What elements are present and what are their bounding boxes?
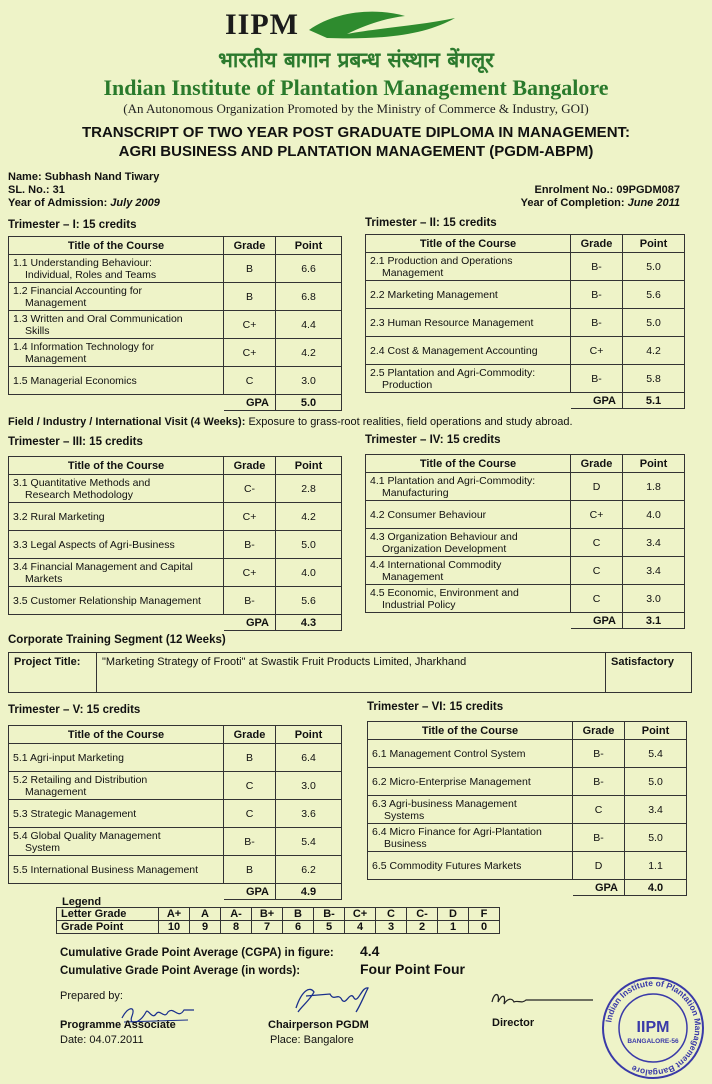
course-grade: B-	[224, 531, 276, 559]
legend-point: 1	[438, 921, 469, 934]
col-header-title: Title of the Course	[9, 237, 224, 255]
course-row	[366, 585, 685, 613]
course-row	[9, 587, 342, 615]
course-point: 3.6	[276, 800, 342, 828]
director-label: Director	[492, 1017, 535, 1029]
course-title: 5.5 International Business Management	[9, 856, 224, 884]
year-of-completion: Year of Completion: June 2011	[520, 197, 680, 209]
course-grade: C	[573, 796, 625, 824]
course-point: 6.8	[276, 283, 342, 311]
course-row	[366, 557, 685, 585]
legend-letter: C-	[407, 908, 438, 921]
trimester-6-table	[367, 721, 687, 896]
gpa-value: 3.1	[623, 613, 685, 629]
course-grade: B	[224, 856, 276, 884]
course-point: 5.6	[623, 281, 685, 309]
course-grade: B	[224, 744, 276, 772]
institute-name: Indian Institute of Plantation Management Bangalore	[103, 75, 609, 100]
course-row	[9, 503, 342, 531]
field-visit-line: Field / Industry / International Visit (4 Weeks): Exposure to grass-root realities, field operations and study abroad.	[8, 416, 573, 428]
course-row	[9, 283, 342, 311]
course-point: 3.4	[623, 557, 685, 585]
course-title: 3.5 Customer Relationship Management	[9, 587, 224, 615]
course-grade: B-	[224, 587, 276, 615]
course-grade: B-	[571, 309, 623, 337]
legend-title: Legend	[62, 896, 102, 908]
col-header-point: Point	[623, 235, 685, 253]
course-title: 2.5 Plantation and Agri-Commodity: Production	[366, 365, 571, 393]
legend-letter: F	[469, 908, 500, 921]
student-sl-no: SL. No.: 31	[8, 184, 65, 196]
course-title: 5.1 Agri-input Marketing	[9, 744, 224, 772]
course-row	[9, 828, 342, 856]
course-point: 5.0	[276, 531, 342, 559]
trimester-3-heading: Trimester – III: 15 credits	[8, 436, 143, 448]
course-point: 4.2	[276, 503, 342, 531]
trimester-1-table	[8, 236, 342, 411]
course-grade: C+	[571, 337, 623, 365]
gpa-label: GPA	[224, 884, 276, 900]
gpa-label: GPA	[571, 613, 623, 629]
gpa-value: 5.0	[276, 395, 342, 411]
course-title: 2.1 Production and Operations Management	[366, 253, 571, 281]
course-point: 5.0	[623, 253, 685, 281]
course-grade: D	[571, 473, 623, 501]
course-title: 4.2 Consumer Behaviour	[366, 501, 571, 529]
chairperson-label: Chairperson PGDM	[268, 1019, 369, 1031]
course-title: 1.1 Understanding Behaviour: Individual, Roles and Teams	[9, 255, 224, 283]
legend-letter: C	[376, 908, 407, 921]
course-grade: C+	[224, 339, 276, 367]
course-title: 1.5 Managerial Economics	[9, 367, 224, 395]
place-label: Place: Bangalore	[270, 1034, 354, 1046]
course-row	[366, 473, 685, 501]
legend-point: 4	[345, 921, 376, 934]
course-title: 5.2 Retailing and Distribution Management	[9, 772, 224, 800]
enrolment-no: Enrolment No.: 09PGDM087	[534, 184, 680, 196]
signature-director	[488, 990, 598, 1012]
course-point: 3.4	[623, 529, 685, 557]
trimester-4-table	[365, 454, 685, 629]
col-header-point: Point	[276, 237, 342, 255]
course-point: 5.0	[625, 768, 687, 796]
gpa-label: GPA	[224, 395, 276, 411]
course-grade: C	[224, 367, 276, 395]
institute-seal-stamp	[598, 975, 708, 1081]
trimester-6-heading: Trimester – VI: 15 credits	[367, 701, 504, 713]
course-grade: B-	[573, 768, 625, 796]
course-row	[368, 824, 687, 852]
project-result: Satisfactory	[606, 653, 692, 693]
course-row	[9, 255, 342, 283]
gpa-value: 4.0	[625, 880, 687, 896]
legend-letter: A+	[159, 908, 190, 921]
course-point: 4.0	[276, 559, 342, 587]
course-point: 5.4	[625, 740, 687, 768]
col-header-title: Title of the Course	[366, 455, 571, 473]
course-point: 1.1	[625, 852, 687, 880]
course-grade: C	[224, 772, 276, 800]
course-grade: C	[224, 800, 276, 828]
course-row	[9, 744, 342, 772]
col-header-grade: Grade	[224, 457, 276, 475]
course-point: 2.8	[276, 475, 342, 503]
signature-chairperson	[290, 982, 380, 1016]
course-title: 3.4 Financial Management and Capital Markets	[9, 559, 224, 587]
legend-point: 6	[283, 921, 314, 934]
legend-letter: D	[438, 908, 469, 921]
col-header-title: Title of the Course	[368, 722, 573, 740]
course-grade: B-	[573, 824, 625, 852]
course-grade: B-	[571, 281, 623, 309]
course-row	[9, 856, 342, 884]
year-of-admission: Year of Admission: July 2009	[8, 197, 160, 209]
course-title: 1.2 Financial Accounting for Management	[9, 283, 224, 311]
course-grade: C+	[571, 501, 623, 529]
cgpa-words-value: Four Point Four	[360, 961, 465, 977]
transcript-title-line1: TRANSCRIPT OF TWO YEAR POST GRADUATE DIPLOMA IN MANAGEMENT:	[81, 124, 631, 141]
legend-letter: A-	[221, 908, 252, 921]
course-title: 2.2 Marketing Management	[366, 281, 571, 309]
prepared-by-label: Prepared by:	[60, 990, 123, 1002]
course-title: 6.4 Micro Finance for Agri-Plantation Business	[368, 824, 573, 852]
course-grade: C-	[224, 475, 276, 503]
course-point: 1.8	[623, 473, 685, 501]
course-title: 6.1 Management Control System	[368, 740, 573, 768]
col-header-grade: Grade	[224, 726, 276, 744]
course-point: 6.6	[276, 255, 342, 283]
trimester-4-heading: Trimester – IV: 15 credits	[365, 434, 501, 446]
course-title: 6.3 Agri-business Management Systems	[368, 796, 573, 824]
legend-point: 3	[376, 921, 407, 934]
svg-text:IIPM: IIPM	[636, 1019, 670, 1036]
course-row	[366, 253, 685, 281]
gpa-value: 4.3	[276, 615, 342, 631]
project-table	[8, 652, 692, 693]
legend-letter: B+	[252, 908, 283, 921]
legend-point: 9	[190, 921, 221, 934]
course-grade: C+	[224, 311, 276, 339]
course-point: 4.0	[623, 501, 685, 529]
col-header-point: Point	[625, 722, 687, 740]
course-point: 5.0	[623, 309, 685, 337]
gpa-label: GPA	[573, 880, 625, 896]
programme-associate-label: Programme Associate	[60, 1019, 176, 1031]
col-header-title: Title of the Course	[9, 726, 224, 744]
corporate-training-heading: Corporate Training Segment (12 Weeks)	[8, 634, 226, 646]
leaf-swoosh-icon	[307, 8, 457, 44]
gpa-value: 5.1	[623, 393, 685, 409]
course-row	[9, 367, 342, 395]
autonomous-line: (An Autonomous Organization Promoted by the Ministry of Commerce & Industry, GOI)	[123, 101, 589, 116]
course-point: 5.6	[276, 587, 342, 615]
course-title: 1.3 Written and Oral Communication Skills	[9, 311, 224, 339]
course-point: 5.0	[625, 824, 687, 852]
course-row	[9, 311, 342, 339]
col-header-point: Point	[276, 726, 342, 744]
grade-legend-table	[56, 907, 500, 934]
transcript-title-line2: AGRI BUSINESS AND PLANTATION MANAGEMENT (PGDM-ABPM)	[118, 143, 594, 160]
course-grade: B-	[571, 365, 623, 393]
course-point: 5.4	[276, 828, 342, 856]
trimester-5-heading: Trimester – V: 15 credits	[8, 704, 141, 716]
course-title: 5.4 Global Quality Management System	[9, 828, 224, 856]
gpa-label: GPA	[571, 393, 623, 409]
course-row	[9, 800, 342, 828]
svg-text:Indian Institute of Plantation: Indian Institute of Plantation Management Bangalore	[603, 977, 704, 1079]
course-row	[9, 531, 342, 559]
col-header-grade: Grade	[571, 235, 623, 253]
course-row	[368, 740, 687, 768]
trimester-2-heading: Trimester – II: 15 credits	[365, 217, 497, 229]
course-grade: B	[224, 283, 276, 311]
legend-point: 10	[159, 921, 190, 934]
legend-letter: A	[190, 908, 221, 921]
course-title: 1.4 Information Technology for Management	[9, 339, 224, 367]
gpa-label: GPA	[224, 615, 276, 631]
course-row	[368, 852, 687, 880]
gpa-value: 4.9	[276, 884, 342, 900]
course-title: 6.2 Micro-Enterprise Management	[368, 768, 573, 796]
course-row	[368, 768, 687, 796]
course-title: 3.2 Rural Marketing	[9, 503, 224, 531]
cgpa-words-label: Cumulative Grade Point Average (in words):	[60, 965, 301, 977]
logo-text: IIPM	[225, 8, 299, 41]
course-row	[366, 529, 685, 557]
course-row	[366, 337, 685, 365]
legend-point: 7	[252, 921, 283, 934]
course-title: 4.4 International Commodity Management	[366, 557, 571, 585]
course-row	[366, 281, 685, 309]
course-grade: C+	[224, 503, 276, 531]
legend-letter: B-	[314, 908, 345, 921]
course-grade: B-	[224, 828, 276, 856]
legend-point: 0	[469, 921, 500, 934]
project-title: "Marketing Strategy of Frooti" at Swastik Fruit Products Limited, Jharkhand	[97, 653, 606, 693]
course-title: 2.4 Cost & Management Accounting	[366, 337, 571, 365]
course-point: 4.4	[276, 311, 342, 339]
col-header-title: Title of the Course	[9, 457, 224, 475]
course-row	[366, 365, 685, 393]
legend-letter: C+	[345, 908, 376, 921]
course-grade: C	[571, 585, 623, 613]
course-point: 5.8	[623, 365, 685, 393]
svg-text:BANGALORE-56: BANGALORE-56	[627, 1038, 679, 1045]
legend-letter: B	[283, 908, 314, 921]
trimester-3-table	[8, 456, 342, 631]
course-row	[366, 309, 685, 337]
col-header-grade: Grade	[573, 722, 625, 740]
course-point: 4.2	[623, 337, 685, 365]
hindi-institute-name: भारतीय बागान प्रबन्ध संस्थान बेंगलूर	[218, 48, 494, 72]
project-title-label: Project Title:	[9, 653, 97, 693]
course-point: 3.0	[276, 772, 342, 800]
course-point: 3.4	[625, 796, 687, 824]
legend-point: 5	[314, 921, 345, 934]
course-row	[9, 772, 342, 800]
course-point: 6.4	[276, 744, 342, 772]
course-point: 4.2	[276, 339, 342, 367]
course-grade: C+	[224, 559, 276, 587]
col-header-point: Point	[623, 455, 685, 473]
course-grade: B	[224, 255, 276, 283]
course-grade: C	[571, 529, 623, 557]
course-title: 5.3 Strategic Management	[9, 800, 224, 828]
legend-point: 8	[221, 921, 252, 934]
col-header-grade: Grade	[571, 455, 623, 473]
course-row	[368, 796, 687, 824]
col-header-point: Point	[276, 457, 342, 475]
col-header-grade: Grade	[224, 237, 276, 255]
course-grade: B-	[571, 253, 623, 281]
legend-point: 2	[407, 921, 438, 934]
trimester-2-table	[365, 234, 685, 409]
course-title: 2.3 Human Resource Management	[366, 309, 571, 337]
course-row	[9, 475, 342, 503]
trimester-5-table	[8, 725, 342, 900]
col-header-title: Title of the Course	[366, 235, 571, 253]
course-title: 3.3 Legal Aspects of Agri-Business	[9, 531, 224, 559]
course-title: 4.3 Organization Behaviour and Organization Development	[366, 529, 571, 557]
course-title: 3.1 Quantitative Methods and Research Methodology	[9, 475, 224, 503]
trimester-1-heading: Trimester – I: 15 credits	[8, 219, 137, 231]
course-row	[9, 339, 342, 367]
logo	[225, 8, 505, 44]
cgpa-figure-value: 4.4	[360, 943, 380, 959]
course-grade: B-	[573, 740, 625, 768]
date-label: Date: 04.07.2011	[60, 1034, 144, 1046]
course-point: 6.2	[276, 856, 342, 884]
student-name: Name: Subhash Nand Tiwary	[8, 171, 160, 183]
legend-letter-label: Letter Grade	[57, 908, 159, 921]
course-row	[9, 559, 342, 587]
course-point: 3.0	[276, 367, 342, 395]
cgpa-figure-label: Cumulative Grade Point Average (CGPA) in figure:	[60, 947, 334, 959]
course-grade: D	[573, 852, 625, 880]
course-grade: C	[571, 557, 623, 585]
course-point: 3.0	[623, 585, 685, 613]
legend-point-label: Grade Point	[57, 921, 159, 934]
course-title: 4.5 Economic, Environment and Industrial Policy	[366, 585, 571, 613]
course-title: 6.5 Commodity Futures Markets	[368, 852, 573, 880]
course-title: 4.1 Plantation and Agri-Commodity: Manufacturing	[366, 473, 571, 501]
course-row	[366, 501, 685, 529]
